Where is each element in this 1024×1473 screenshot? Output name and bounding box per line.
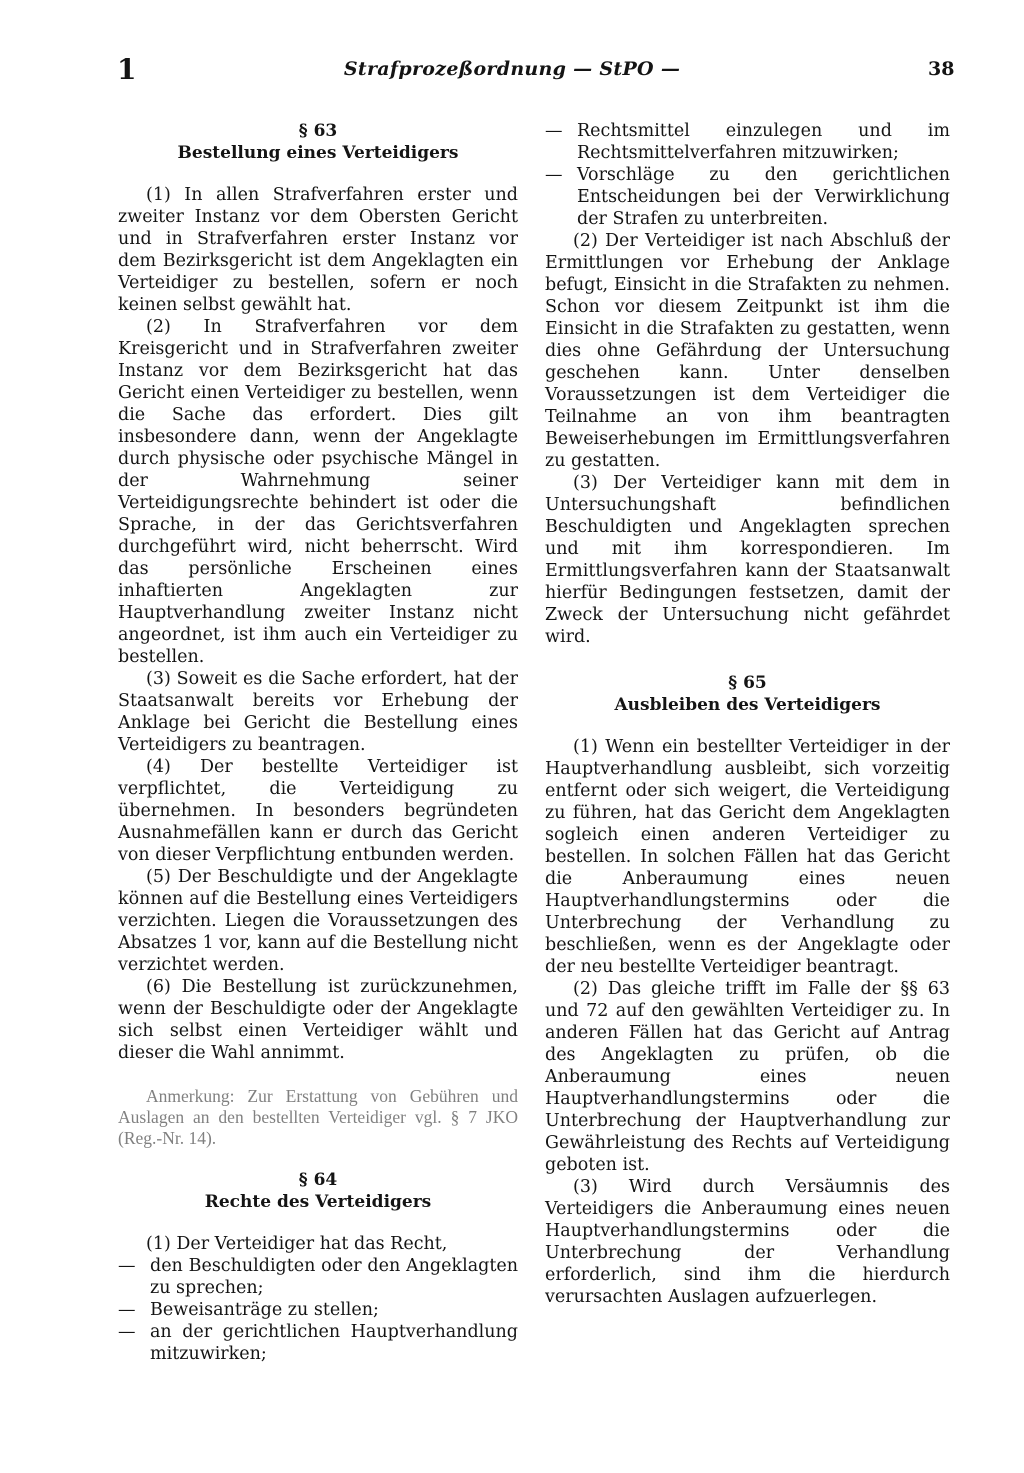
paragraph: (3) Wird durch Versäumnis des Verteidigers die Anberaumung eines neuen Hauptverhandlungstermins oder die Unterbrechung der Verhandlung erforderlich, sind ihm die hierdurch verursachten Auslagen aufzuerlegen. [545,1177,950,1307]
paragraph: (6) Die Bestellung ist zurückzunehmen, wenn der Beschuldigte oder der Angeklagte sich selbst einen Verteidiger wählt und dieser die Wahl annimmt. [118,977,518,1063]
list-item: — den Beschuldigten oder den Angeklagten zu sprechen; [118,1255,518,1299]
dash-list [545,120,950,230]
list-item: — Vorschläge zu den gerichtlichen Entscheidungen bei der Verwirklichung der Strafen zu unterbreiten. [545,164,950,230]
paragraph: (1) Wenn ein bestellter Verteidiger in der Hauptverhandlung ausbleibt, sich vorzeitig entfernt oder sich weigert, die Verteidigung zu führen, hat das Gericht dem Angeklagten sogleich einen anderen Verteidiger zu bestellen. In solchen Fällen hat das Gericht die Anberaumung eines neuen Hauptverhandlungstermins oder die Unterbrechung der Verhandlung zu beschließen, wenn es der Angeklagte oder der neu bestellte Verteidiger beantragt. [545,737,950,977]
paragraph: (1) In allen Strafverfahren erster und zweiter Instanz vor dem Obersten Gericht und in Strafverfahren erster Instanz vor dem Bezirksgericht ist dem Angeklagten ein Verteidiger zu bestellen, sofern er noch keinen selbst gewählt hat. [118,185,518,315]
left-column [118,120,518,1365]
running-title: Strafprozeßordnung — StPO — [343,58,681,80]
paragraph: (2) In Strafverfahren vor dem Kreisgericht und in Strafverfahren zweiter Instanz vor dem Bezirksgericht hat das Gericht einen Verteidiger zu bestellen, wenn die Sache das erfordert. Dies gilt insbesondere dann, wenn der Angeklagte durch physische oder psychische Mängel in der Wahrnehmung seiner Verteidigungsrechte behindert ist oder die Sprache, in der das Gerichtsverfahren durchgeführt wird, nicht beherrscht. Wird das persönliche Erscheinen eines inhaftierten Angeklagten zur Hauptverhandlung zweiter Instanz nicht angeordnet, ist ihm auch ein Verteidiger zu bestellen. [118,317,518,667]
paragraph: (2) Der Verteidiger ist nach Abschluß der Ermittlungen vor Erhebung der Anklage befugt, Einsicht in die Strafakten zu nehmen. Schon vor diesem Zeitpunkt ist ihm die Einsicht in die Strafakten zu gestatten, wenn dies ohne Gefährdung der Untersuchung geschehen kann. Unter denselben Voraussetzungen ist dem Verteidiger die Teilnahme an von ihm beantragten Beweiserhebungen im Ermittlungsverfahren zu gestatten. [545,231,950,471]
paragraph: (2) Das gleiche trifft im Falle der §§ 63 und 72 auf den gewählten Verteidiger zu. In anderen Fällen hat das Gericht auf Antrag des Angeklagten zu prüfen, ob die Anberaumung eines neuen Hauptverhandlungstermins oder die Unterbrechung der Hauptverhandlung zur Gewährleistung des Rechts auf Verteidigung geboten ist. [545,979,950,1175]
section-title: Bestellung eines Verteidigers [177,143,459,163]
list-item: — Beweisanträge zu stellen; [118,1299,518,1321]
section-title: Ausbleiben des Verteidigers [614,695,881,715]
paragraph: (5) Der Beschuldigte und der Angeklagte können auf die Bestellung eines Verteidigers verzichten. Liegen die Voraussetzungen des Absatzes 1 vor, kann auf die Bestellung nicht verzichtet werden. [118,867,518,975]
list-item: — Rechtsmittel einzulegen und im Rechtsmittelverfahren mitzuwirken; [545,120,950,164]
right-column [545,120,950,1308]
section-number: § 64 [298,1170,338,1190]
section-number: § 65 [728,673,767,693]
paragraph: (1) Der Verteidiger hat das Recht, [146,1234,448,1254]
paragraph: (3) Soweit es die Sache erfordert, hat der Staatsanwalt bereits vor Erhebung der Anklage bei Gericht die Bestellung eines Verteidigers zu beantragen. [118,669,518,755]
paragraph: (3) Der Verteidiger kann mit dem in Untersuchungshaft befindlichen Beschuldigten und Angeklagten sprechen und mit ihm korrespondieren. Im Ermittlungsverfahren kann der Staatsanwalt hierfür Bedingungen festsetzen, damit der Zweck der Untersuchung nicht gefährdet wird. [545,473,950,647]
chapter-number: 1 [117,53,137,86]
section-title: Rechte des Verteidigers [204,1192,432,1212]
section-number: § 63 [298,121,338,141]
page-number: 38 [928,58,955,80]
paragraph: (4) Der bestellte Verteidiger ist verpflichtet, die Verteidigung zu übernehmen. In besonders begründeten Ausnahmefällen kann er durch das Gericht von dieser Verpflichtung entbunden werden. [118,757,518,865]
list-item: — an der gerichtlichen Hauptverhandlung mitzuwirken; [118,1321,518,1365]
annotation-note: Anmerkung: Zur Erstattung von Gebühren und Auslagen an den bestellten Verteidiger vgl. § 7 JKO (Reg.-Nr. 14). [118,1086,518,1148]
dash-list [118,1255,518,1365]
